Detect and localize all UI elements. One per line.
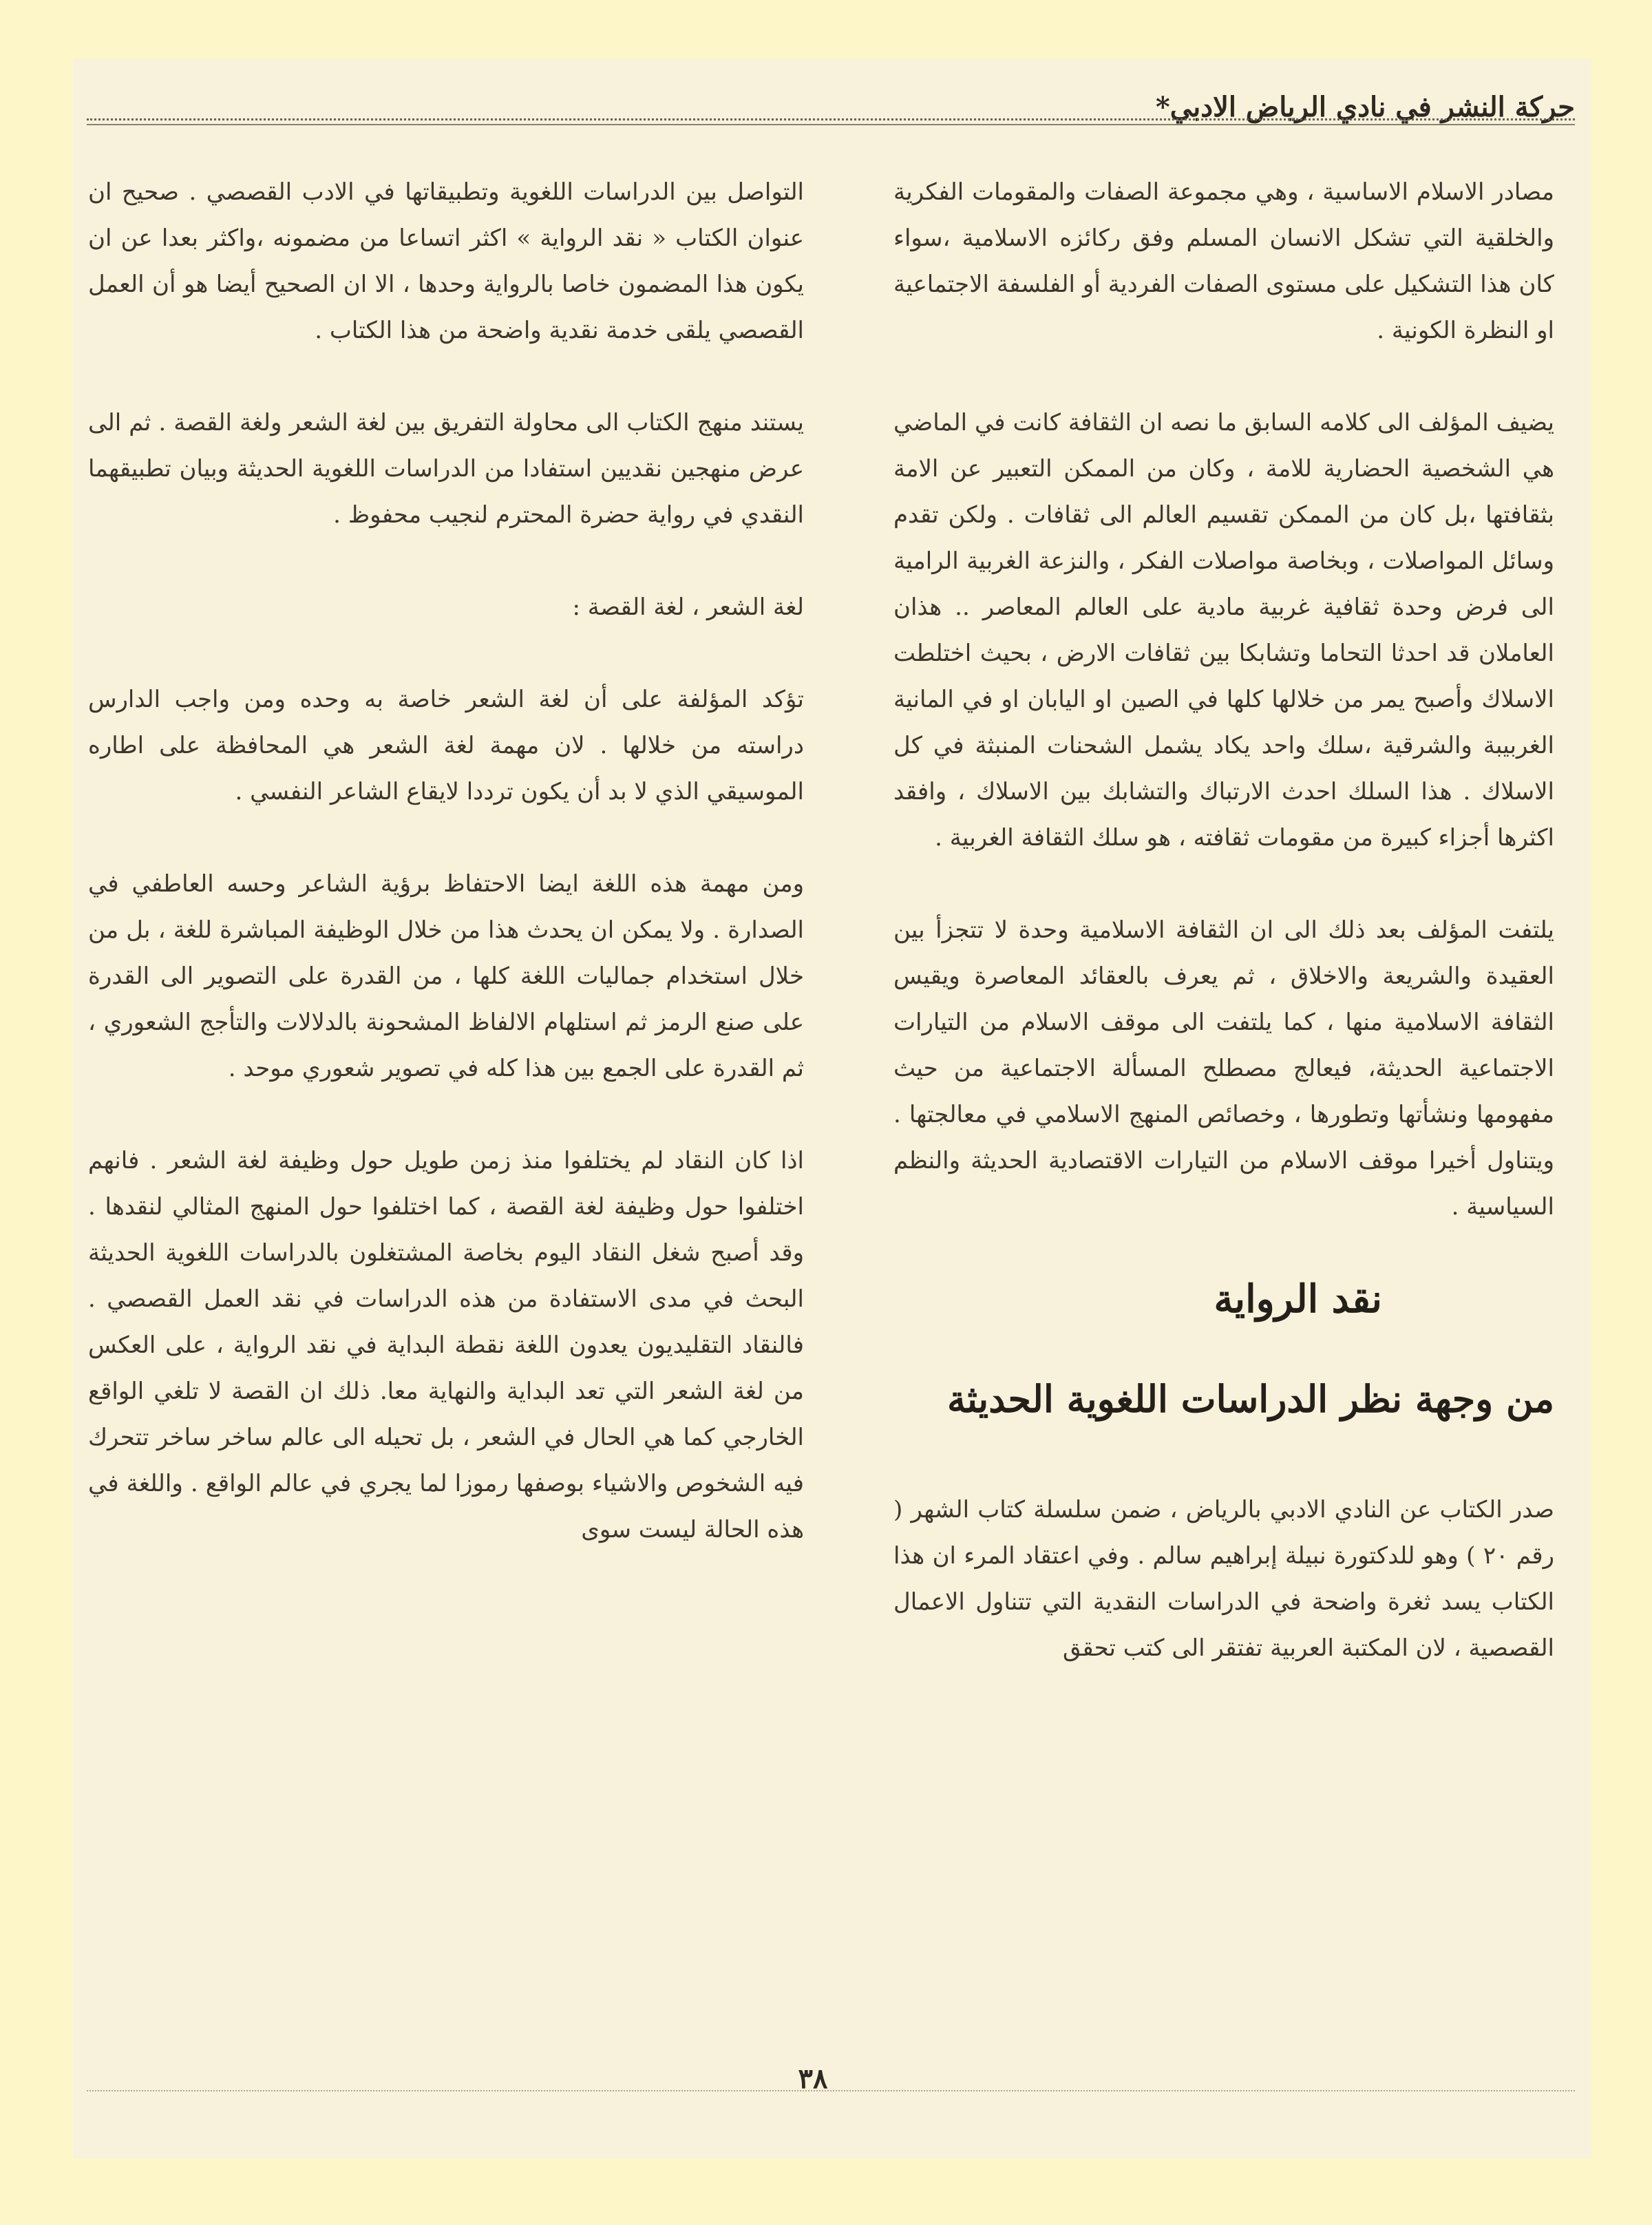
paragraph: يستند منهج الكتاب الى محاولة التفريق بين لغة الشعر ولغة القصة . ثم الى عرض منهجين نقديين استفادا من الدراسات اللغوية الحديثة وبيان تطبيقهما النقدي في رواية حضرة المحترم لنجيب محفوظ .: [88, 409, 804, 529]
header-ornament-rule: [87, 118, 1575, 120]
paragraph: التواصل بين الدراسات اللغوية وتطبيقاتها في الادب القصصي . صحيح ان عنوان الكتاب « نقد الرواية » اكثر اتساعا من مضمونه ،واكثر بعدا عن ان يكون هذا المضمون خاصا بالرواية وحدها ، الا ان الصحيح أيضا هو أن العمل القصصي يلقى خدمة نقدية واضحة من هذا الكتاب .: [88, 178, 804, 344]
paragraph: يضيف المؤلف الى كلامه السابق ما نصه ان الثقافة كانت في الماضي هي الشخصية الحضارية للامة ، وكان من الممكن التعبير عن الامة بثقافتها ،بل كان من الممكن تقسيم العالم الى ثقافات . ولكن تقدم وسائل المواصلات ، وبخاصة مواصلات الفكر ، والنزعة الغربية الرامية الى فرض وحدة ثقافية غربية مادية على العالم المعاصر .. هذان العاملان قد احدثا التحاما وتشابكا بين ثقافات الارض ، بحيث اختلطت الاسلاك وأصبح يمر من خلالها كلها في الصين او اليابان او في المانية الغربيبة والشرقية ،سلك واحد يكاد يشمل الشحنات المنبثة في كل الاسلاك . هذا السلك احدث الارتباك والتشابك بين الاسلاك ، وافقد اكثرها أجزاء كبيرة من مقومات ثقافته ، هو سلك الثقافة الغربية .: [893, 409, 1554, 852]
article-title: نقد الرواية: [1214, 1276, 1382, 1322]
subheading: لغة الشعر ، لغة القصة :: [572, 593, 804, 621]
magazine-page: [73, 59, 1591, 2159]
paragraph: ومن مهمة هذه اللغة ايضا الاحتفاظ برؤية الشاعر وحسه العاطفي في الصدارة . ولا يمكن ان يحدث هذا من خلال الوظيفة المباشرة للغة ، بل من خلال استخدام جماليات اللغة كلها ، من القدرة على التصوير الى القدرة على صنع الرمز ثم استلهام الالفاظ المشحونة بالدلالات والتأجج الشعوري ، ثم القدرة على الجمع بين هذا كله في تصوير شعوري موحد .: [88, 870, 804, 1082]
header-title: حركة النشر في نادي الرياض الادبي*: [1155, 91, 1575, 123]
paragraph: مصادر الاسلام الاساسية ، وهي مجموعة الصفات والمقومات الفكرية والخلقية التي تشكل الانسان المسلم وفق ركائزه الاسلامية ،سواء كان هذا التشكيل على مستوى الصفات الفردية أو الفلسفة الاجتماعية او النظرة الكونية .: [893, 178, 1554, 344]
page-number: ٣٨: [798, 2063, 828, 2095]
left-column: [88, 169, 804, 1599]
article-subtitle: من وجهة نظر الدراسات اللغوية الحديثة: [946, 1377, 1554, 1421]
paragraph: تؤكد المؤلفة على أن لغة الشعر خاصة به وحده ومن واجب الدارس دراسته من خلالها . لان مهمة لغة الشعر هي المحافظة على اطاره الموسيقي الذي لا بد أن يكون ترددا لايقاع الشاعر النفسي .: [88, 686, 804, 805]
running-header: [87, 91, 1575, 139]
paragraph: يلتفت المؤلف بعد ذلك الى ان الثقافة الاسلامية وحدة لا تتجزأ بين العقيدة والشريعة والاخلاق ، ثم يعرف بالعقائد المعاصرة ويقيس الثقافة الاسلامية منها ، كما يلتفت الى موقف الاسلام من التيارات الاجتماعية الحديثة، فيعالج مصطلح المسألة الاجتماعية من حيث مفهومها ونشأتها وتطورها ، وخصائص المنهج الاسلامي في معالجتها . ويتناول أخيرا موقف الاسلام من التيارات الاقتصادية الحديثة والنظم السياسية .: [893, 916, 1554, 1221]
paragraph: صدر الكتاب عن النادي الادبي بالرياض ، ضمن سلسلة كتاب الشهر ( رقم ٢٠ ) وهو للدكتورة نبيلة إبراهيم سالم . وفي اعتقاد المرء ان هذا الكتاب يسد ثغرة واضحة في الدراسات النقدية التي تتناول الاعمال القصصية ، لان المكتبة العربية تفتقر الى كتب تحقق: [893, 1496, 1555, 1662]
header-rule: [87, 124, 1575, 125]
paragraph: اذا كان النقاد لم يختلفوا منذ زمن طويل حول وظيفة لغة الشعر . فانهم اختلفوا حول وظيفة لغة القصة ، كما اختلفوا حول المنهج المثالي لنقدها . وقد أصبح شغل النقاد اليوم بخاصة المشتغلون بالدراسات اللغوية الحديثة البحث في مدى الاستفادة من هذه الدراسات في نقد العمل القصصي . فالنقاد التقليديون يعدون اللغة نقطة البداية في نقد الرواية ، على العكس من لغة الشعر التي تعد البداية والنهاية معا. ذلك ان القصة لا تلغي الواقع الخارجي كما هي الحال في الشعر ، بل تحيله الى عالم ساخر ساخر تتحرك فيه الشخوص والاشياء بوصفها رموزا لما يجري في عالم الواقع . واللغة في هذه الحالة ليست سوى: [88, 1147, 804, 1543]
right-column: [893, 169, 1554, 1718]
